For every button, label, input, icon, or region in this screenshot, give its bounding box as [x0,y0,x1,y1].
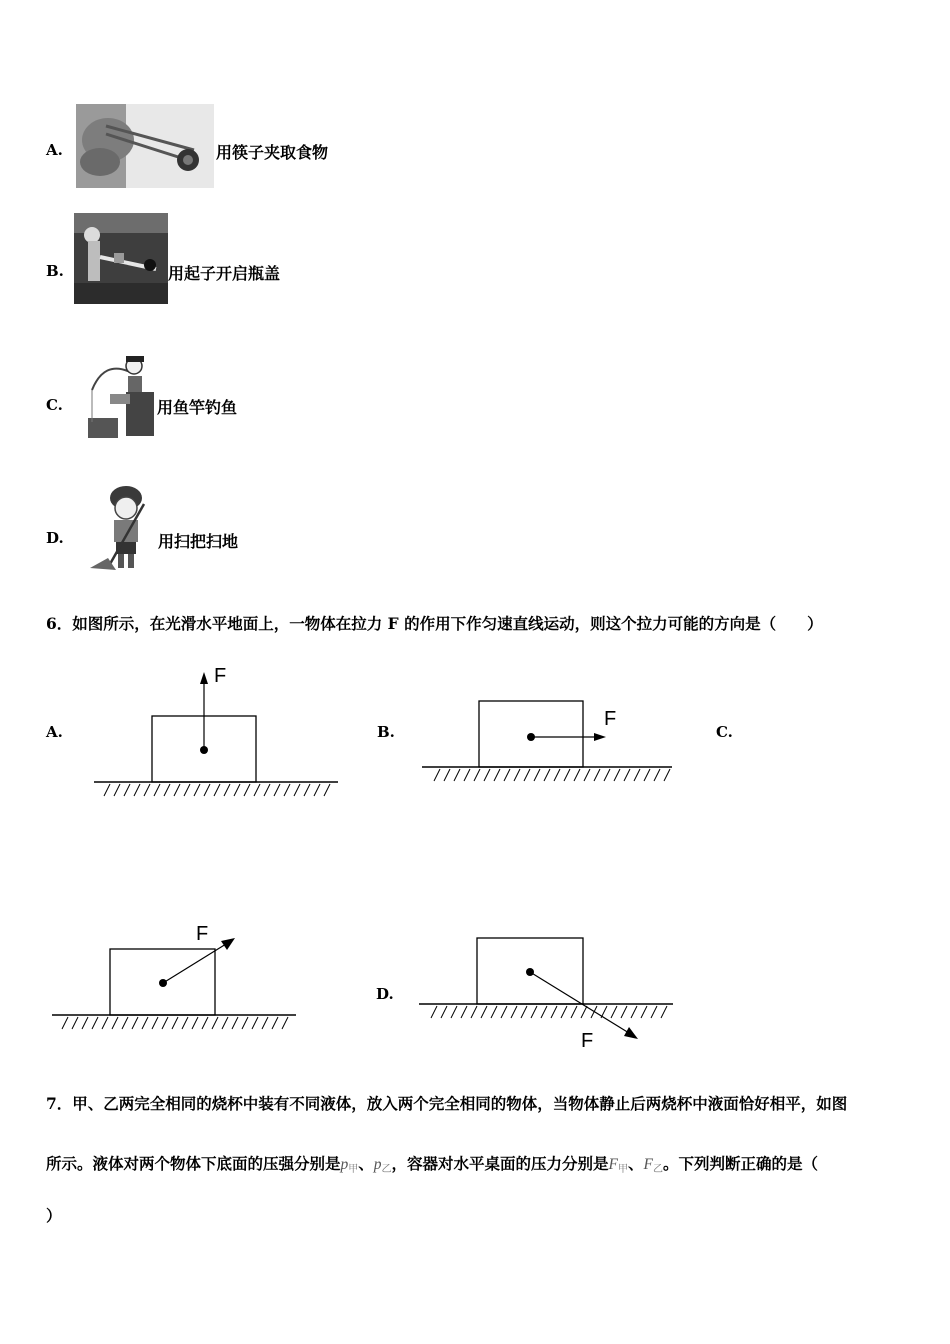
ground-hatch [62,1017,288,1029]
force-label: F [604,708,617,730]
force-arrow [530,972,629,1033]
option-c-text: 用鱼竿钓鱼 [157,398,238,417]
option-b-text: 用起子开启瓶盖 [168,264,281,283]
q6-diagram-d [415,930,680,1055]
option-b-letter: B. [46,262,64,280]
chopsticks-photo [76,104,214,188]
ground-hatch [434,769,670,781]
ground-hatch [104,784,330,796]
q7-separator: 、 [628,1154,644,1173]
q7-separator: 、 [358,1154,374,1173]
q6-option-a-letter: A. [46,723,63,741]
q6-option-b-letter: B. [377,723,395,741]
arrow-head [221,938,235,950]
force-label: F [196,923,209,945]
force-label: F [581,1030,594,1052]
q6-diagram-b [418,690,678,790]
option-a-letter: A. [46,141,63,159]
question-7-line2 [46,1152,818,1175]
option-a-text: 用筷子夹取食物 [216,143,329,162]
f-symbol-2: $F_乙$ [643,1156,663,1175]
q6-option-d-letter: D. [376,985,394,1003]
q6-diagram-a [90,660,340,800]
arrow-head [624,1027,638,1039]
ground-hatch [431,1006,667,1018]
option-c-letter: C. [46,396,63,414]
q7-text-pressure: 所示。液体对两个物体下底面的压强分别是 [46,1154,341,1173]
force-label: F [214,665,227,687]
question-7-line1: 7．甲、乙两完全相同的烧杯中装有不同液体，放入两个完全相同的物体，当物体静止后两烧杯中液面恰好相平，如图 [46,1094,848,1113]
q6-option-c-letter: C. [716,723,733,741]
option-d-letter: D. [46,529,64,547]
option-d-text: 用扫把扫地 [158,532,239,551]
p-symbol-1: $p_甲$ [340,1156,359,1175]
arrow-head [200,672,208,684]
question-7-line3: ） [46,1206,62,1225]
p-symbol-2: $p_乙$ [373,1156,392,1175]
q6-diagram-c [50,920,300,1035]
q7-text-force: ，容器对水平桌面的压力分别是 [391,1154,609,1173]
broom-photo [86,484,156,574]
force-arrow [163,944,226,983]
question-6-text: 6．如图所示，在光滑水平地面上，一物体在拉力 F 的作用下作匀速直线运动，则这个拉力可能的方向是（ ） [46,614,823,633]
bottle-opener-photo [74,213,168,304]
arrow-head [594,733,606,741]
f-symbol-1: $F_甲$ [608,1156,629,1175]
fishing-rod-photo [86,350,155,440]
q7-text-ending: 。下列判断正确的是（ [663,1154,819,1173]
